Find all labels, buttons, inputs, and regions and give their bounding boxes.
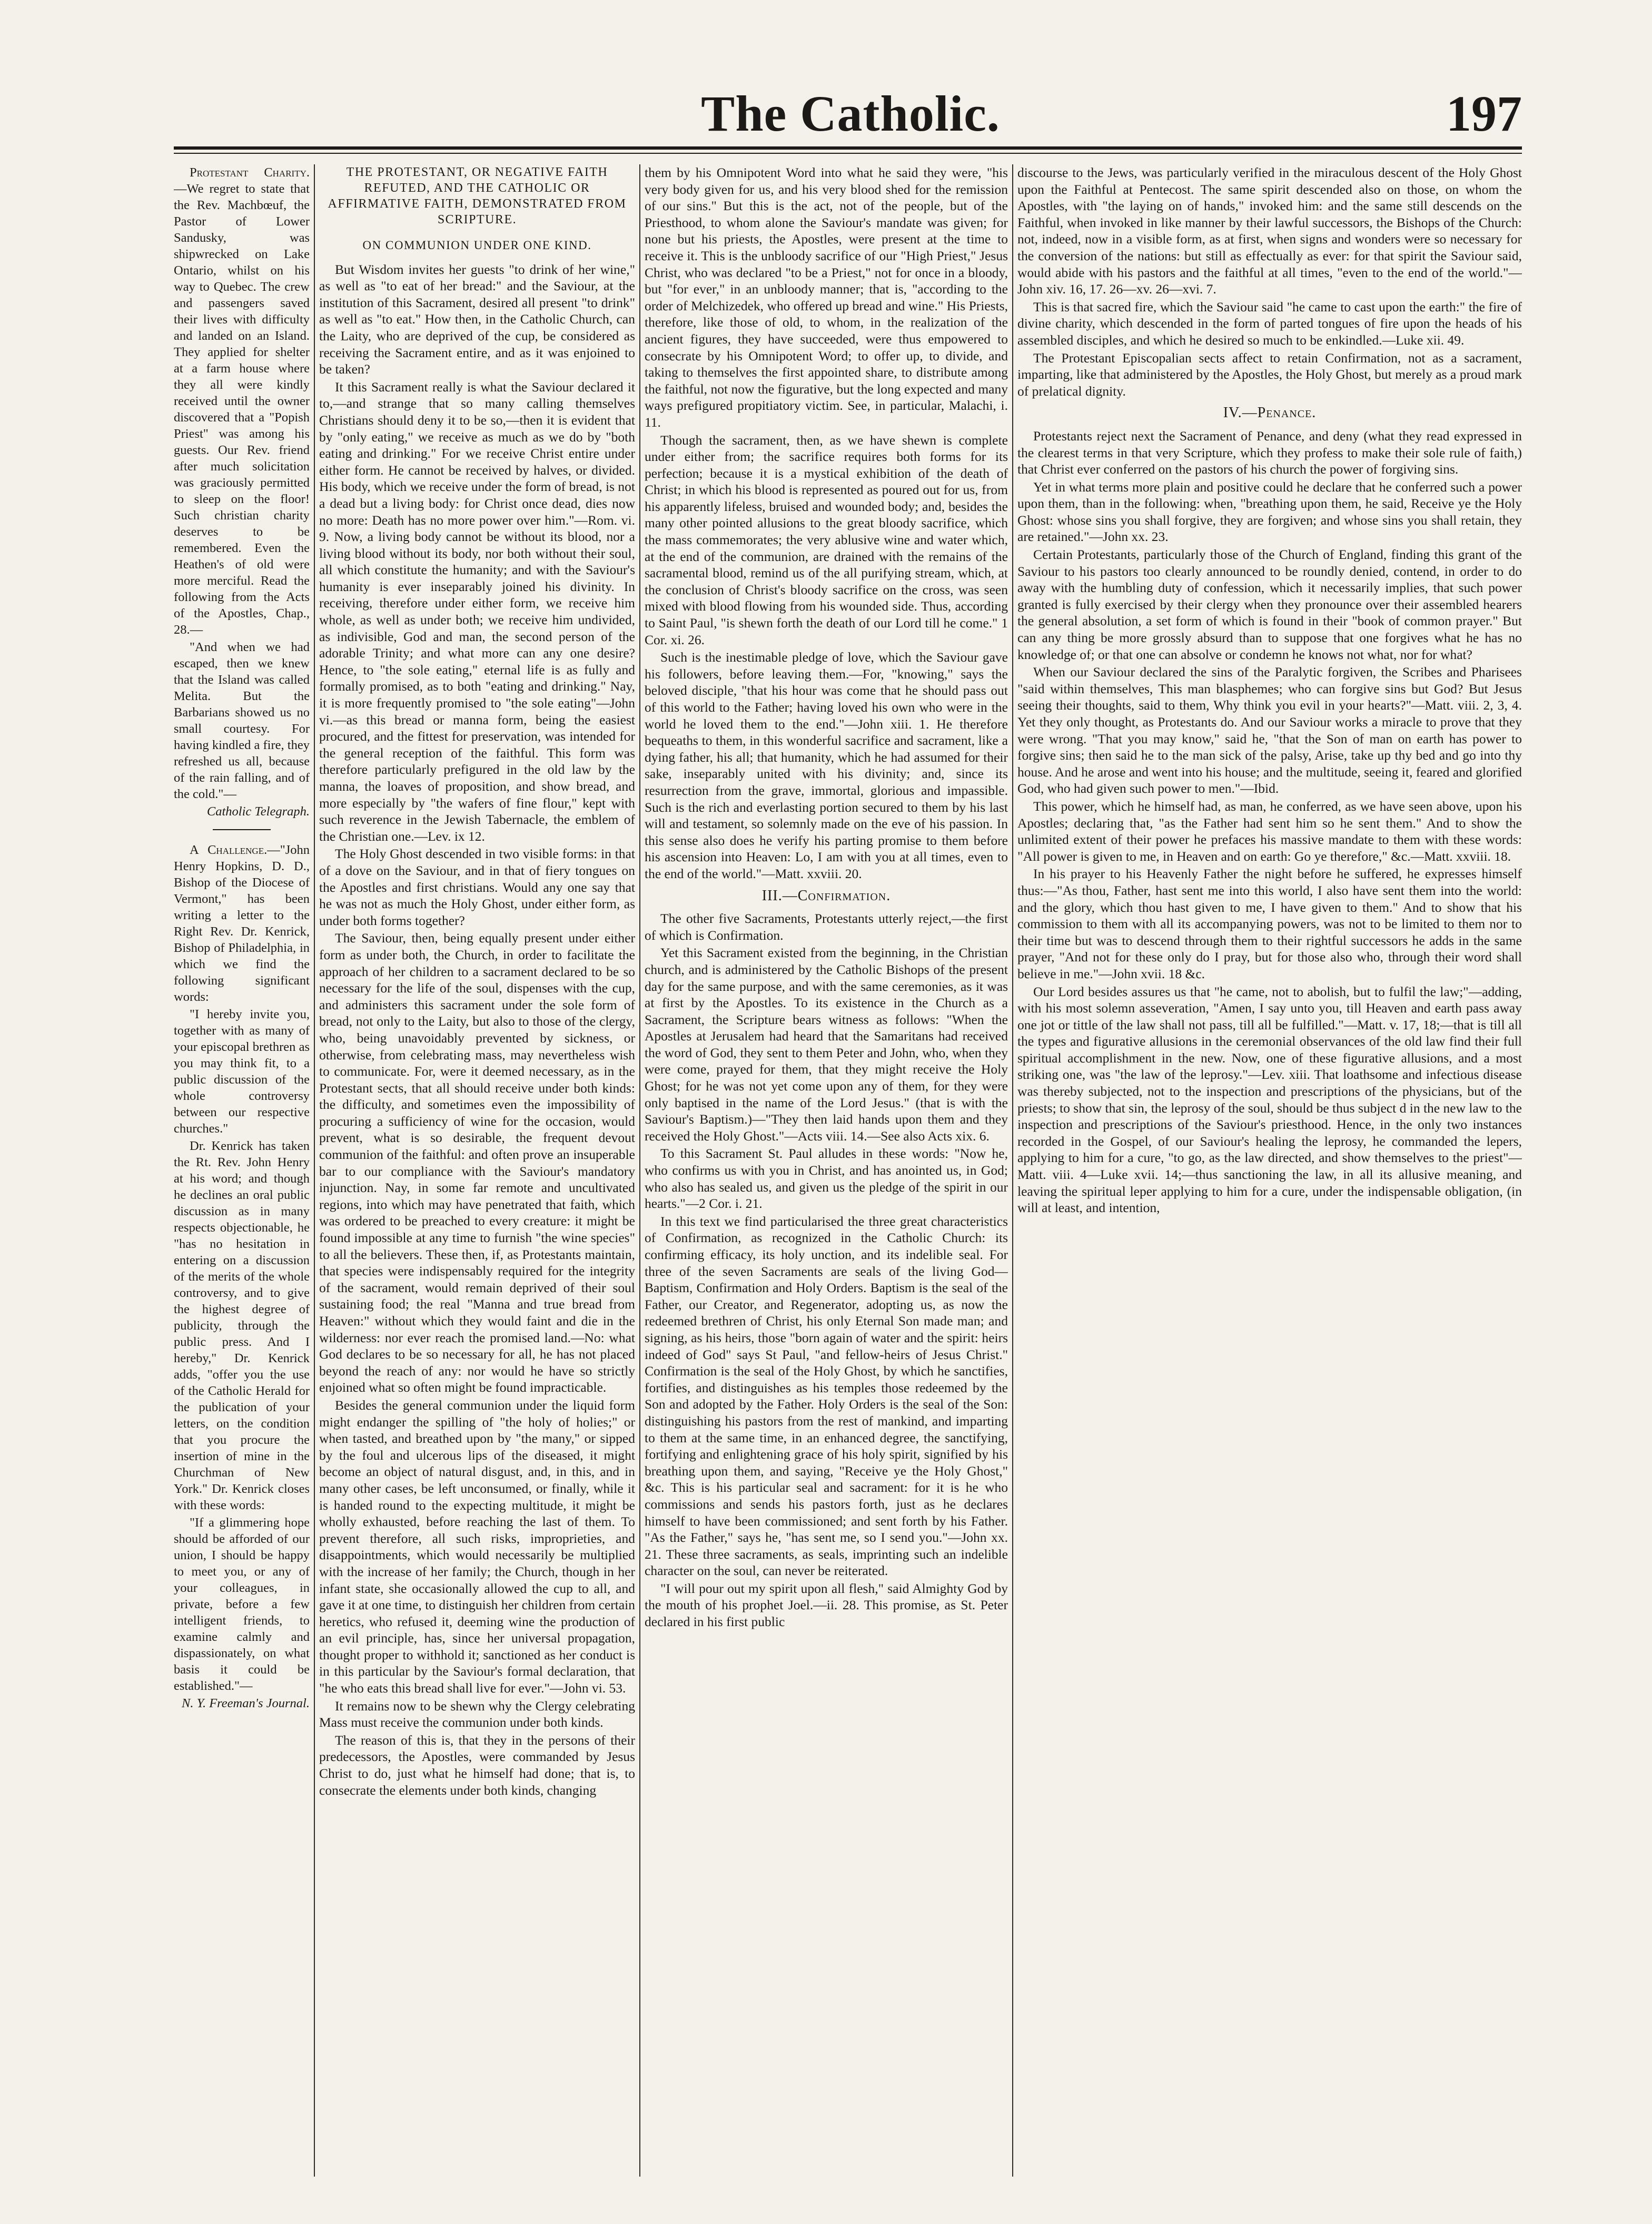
article-heading: THE PROTESTANT, OR NEGATIVE FAITH REFUTED, AND THE CATHOLIC OR AFFIRMATIVE FAITH, DEMONSTRATED FROM SCRIPTURE.: [328, 165, 627, 227]
page-number: 197: [1446, 85, 1522, 142]
article-paragraph: In his prayer to his Heavenly Father the night before he suffered, he expresses himself thus:—"As thou, Father, hast sent me into this world, I also have sent them into the world: and the glory, which thou hast given to me, I have given to them." And to show that his commission to them with all its accompanying powers, was not to be limited to them nor to their time but was to descend through them to their rightful successors he adds in the same prayer, "And not for these only do I pray, but for those also who, through their word shall believe in me."—John xvii. 18 &c.: [1017, 866, 1522, 981]
article-quote: "And when we had escaped, then we knew that the Island was called Melita. But the Barbarians showed us no small courtesy. For having kindled a fire, they refreshed us all, because of the rain falling, and of the cold."—: [174, 640, 310, 801]
article-quote: "I hereby invite you, together with as many of your episcopal brethren as you may think fit, to a public discussion of the whole controversy between our respective churches.": [174, 1007, 310, 1136]
article-paragraph: This is that sacred fire, which the Saviour said "he came to cast upon the earth:" the fire of divine charity, which descended in the form of parted tongues of fire upon the heads of his assembled disciples, and which he desired so much to be enkindled.—Luke xii. 49.: [1017, 299, 1522, 348]
article-paragraph: The other five Sacraments, Protestants utterly reject,—the first of which is Confirmation.: [645, 911, 1008, 943]
article-subheading: ON COMMUNION UNDER ONE KIND.: [362, 239, 592, 252]
article-paragraph: Though the sacrament, then, as we have shewn is complete under either from; the sacrifice requires both forms for its perfection; because it is a mystical exhibition of the death of Christ; in which his blood is represented as poured out for us, from his apparently lifeless, bruised and wounded body; and, besides the many other pointed allusions to the great bloody sacrifice, which the mass commemorates; the very ablusive wine and water which, at the end of the communion, are drained with the remains of the sacramental blood, remind us of the all purifying stream, which, at the conclusion of Christ's bloody sacrifice on the cross, was seen mixed with blood flowing from his wounded side. Thus, according to Saint Paul, "is shewn forth the death of our Lord till he come." 1 Cor. xi. 26.: [645, 432, 1008, 647]
article-paragraph: When our Saviour declared the sins of the Paralytic forgiven, the Scribes and Pharisees "said within themselves, This man blasphemes; who can forgive sins but God? But Jesus seeing their thoughts, said to them, Why think you evil in your hearts?"—Matt. viii. 2, 3, 4. Yet they only thought, as Protestants do. And our Saviour works a miracle to prove that they were wrong. "That you may know," said he, "that the Son of man on earth has power to forgive sins; then said he to the man sick of the palsy, Arise, take up thy bed and go into thy house. And he arose and went into his house; and the multitude, seeing it, feared and glorified God, who had given such power to men."—Ibid.: [1017, 664, 1522, 796]
article-paragraph: Our Lord besides assures us that "he came, not to abolish, but to fulfil the law;"—adding, with his most solemn asseveration, "Amen, I say unto you, till Heaven and earth pass away one jot or tittle of the law shall not pass, till all be fulfilled."—Matt. v. 17, 18;—that is till all the types and figurative allusions in the ceremonial observances of the old law find their full spiritual accomplishment in the new. Now, one of these figurative allusions, and a most striking one, was "the law of the leprosy."—Lev. xiii. That loathsome and infectious disease was thereby subjected, not to the inspection and prescriptions of the physicians, but of the priests; to show that sin, the leprosy of the soul, should be thus subject d in the new law to the inspection and prescriptions of the Saviour's priesthood. Hence, in the only two instances recorded in the Gospel, of our Saviour's healing the leprosy, he commanded the lepers, applying to him for a cure, "to go, as the law directed, and show themselves to the priest"—Matt. viii. 4—Luke xvii. 14;—thus sanctioning the law, in all its allusive meaning, and leaving the spiritual leper applying to him for a cure, under the indispensable obligation, (in will at least, and intention,: [1017, 983, 1522, 1216]
article-source: N. Y. Freeman's Journal.: [182, 1696, 310, 1710]
article-body: —We regret to state that the Rev. Machbœuf, the Pastor of Lower Sandusky, was shipwrecked on Lake Ontario, whilst on his way to Quebec. The crew and passengers saved their lives with difficulty and landed on an Island. They applied for shelter at a farm house where they all were kindly received until the owner discovered that a "Popish Priest" was among his guests. Our Rev. friend after much solicitation was graciously permitted to sleep on the floor! Such christian charity deserves to be remembered. Even the Heathen's of old were more merciful. Read the following from the Acts of the Apostles, Chap., 28.—: [174, 182, 310, 637]
article-paragraph: But Wisdom invites her guests "to drink of her wine," as well as "to eat of her bread:" and the Saviour, at the institution of this Sacrament, desired all present "to drink" as well as "to eat." How then, in the Catholic Church, can the Laity, who are deprived of the cup, be considered as receiving the Sacrament entire, and as it was enjoined to be taken?: [319, 261, 635, 377]
article-protestant-charity: [174, 164, 310, 638]
article-separator: [213, 829, 271, 830]
column-divider: [314, 164, 315, 2177]
article-paragraph: In this text we find particularised the three great characteristics of Confirmation, as recognized in the Catholic Church: its confirming efficacy, its holy unction, and its indelible seal. For three of the seven Sacraments are seals of the living God—Baptism, Confirmation and Holy Orders. Baptism is the seal of the Father, our Creator, and Regenerator, adopting us, as now the redeemed brethren of Christ, his only Eternal Son made man; and signing, as his heirs, those "born again of water and the spirit: heirs indeed of God" says St Paul, "and fellow-heirs of Jesus Christ." Confirmation is the seal of the Holy Ghost, by which he sanctifies, fortifies, and distinguishes as his temples those redeemed by the Son and adopted by the Father. Holy Orders is the seal of the Son: distinguishing his pastors from the rest of mankind, and imparting to them at the same time, in an enhanced degree, the sanctifying, fortifying and enlightening grace of his holy spirit, signified by his breathing upon them, and saying, "Receive ye the Holy Ghost," &c. This is his particular seal and sacrament: for it is he who commissions and sends his pastors forth, just as he declares himself to have been commissioned; and sent forth by his Father. "As the Father," says he, "has sent me, so I send you."—John xx. 21. These three sacraments, as seals, imprinting such an indelible character on the soul, can never be reiterated.: [645, 1213, 1008, 1579]
article-paragraph: discourse to the Jews, was particularly verified in the miraculous descent of the Holy Ghost upon the Faithful at Pentecost. The same spirit descended also on those, on whom the Apostles, with "the laying on of hands," invoked him: and the same still descends on the Faithful, when invoked in like manner by their lawful successors, the Bishops of the Church: not, indeed, now in a visible form, as at first, when signs and wonders were so necessary for the conversion of the nations: but still as effectually as ever: for that spirit the Saviour said, would abide with his pastors and the faithful at all times, "even to the end of the world."—John xiv. 16, 17. 26—xv. 26—xvi. 7.: [1017, 165, 1522, 297]
article-paragraph: Certain Protestants, particularly those of the Church of England, finding this grant of the Saviour to his pastors too clearly announced to be roundly denied, contend, in order to do away with the humbling duty of confession, which it necessarily implies, that such power granted is fully exercised by their clergy when they pronounce over their assembled hearers the general absolution, a set form of which is found in their "book of common prayer." But can any thing be more grossly absurd than to suppose that one forgives what he has no knowledge of; or that one can absolve or condemn he knows not what, nor for what?: [1017, 547, 1522, 662]
article-quote: "If a glimmering hope should be afforded of our union, I should be happy to meet you, or any of your colleagues, in private, before a few intelligent friends, to examine calmly and dispassionately, on what basis it could be established."—: [174, 1516, 310, 1693]
article-paragraph: The reason of this is, that they in the persons of their predecessors, the Apostles, were commanded by Jesus Christ to do, just what he himself had done; that is, to consecrate the elements under both kinds, changing: [319, 1732, 635, 1798]
article-paragraph: Besides the general communion under the liquid form might endanger the spilling of "the holy of holies;" or when tasted, and breathed upon by "the many," or sipped by the foul and ulcerous lips of the diseased, it might become an object of natural disgust, and, in this, and in many other cases, be left unconsumed, or finally, while it is handed round to the expecting multitude, it might be wholly exhausted, before reaching the last of them. To prevent therefore, all such risks, improprieties, and disappointments, which would necessarily be multiplied with the increase of her family; the Church, though in her infant state, she occasionally allowed the cup to all, and gave it at one time, to distinguish her children from certain heretics, who refused it, deeming wine the production of an evil principle, has, since her universal propagation, thought proper to withhold it; sanctioned as her conduct is in this particular by the Saviour's formal declaration, that "he who eats this bread shall live for ever."—John vi. 53.: [319, 1397, 635, 1696]
header-rule-thin: [174, 153, 1522, 154]
column-3: [645, 164, 1008, 2187]
article-paragraph: It this Sacrament really is what the Saviour declared it to,—and strange that so many calling themselves Christians should deny it to be so,—then it is evident that by "only eating," we receive as much as we do by "both eating and drinking." For we receive Christ entire under either form. He cannot be received by halves, or divided. His body, which we receive under the form of bread, is not a dead but a living body: for Christ once dead, dies now no more: Death has no more power over him."—Rom. vi. 9. Now, a living body cannot be without its blood, nor a living blood without its body, nor both without their soul, all which constitute the humanity; and with the Saviour's humanity is ever inseparably joined his divinity. In receiving, therefore under either form, we receive him whole, as well as under both; we receive him undivided, as indivisible, God and man, the second person of the adorable Trinity; and what more can any one desire? Hence, to "the sole eating," eternal life is as fully and formally promised, as to both "eating and drinking." Nay, it is more frequently promised to "the sole eating"—John vi.—as this bread or manna form, being the easiest procured, and the fittest for preservation, was intended for the general reception of the faithful. This form was therefore particularly prefigured in the old law by the manna, the loaves of proposition, and show bread, and more especially by "the wafers of fine flour," kept with such reverence in the Jewish Tabernacle, the emblem of the Christian one.—Lev. ix 12.: [319, 379, 635, 844]
article-paragraph: It remains now to be shewn why the Clergy celebrating Mass must receive the communion under both kinds.: [319, 1698, 635, 1730]
article-paragraph: The Saviour, then, being equally present under either form as under both, the Church, in order to facilitate the approach of her children to a sacrament declared to be so necessary for the life of the soul, dispenses with the cup, and administers this sacrament under the sole form of bread, not only to the Laity, but also to those of the clergy, who, being unavoidably prevented by sickness, or otherwise, from celebrating mass, may nevertheless wish to communicate. For, were it deemed necessary, as in the Protestant sects, that all should receive under both kinds: the difficulty, and sometimes even the impossibility of procuring a sufficiency of wine for the occasion, would prevent, what is so desirable, the frequent devout communion of the faithful: and often prove an insuperable bar to our compliance with the Saviour's mandatory injunction. Nay, in some far remote and uncultivated regions, into which may have penetrated that faith, which was ordered to be preached to every creature: it might be found impossible at any time to furnish "the wine species" to all the believers. These then, if, as Protestants maintain, that species were indispensably required for the integrity of the sacrament, would remain deprived of their soul sustaining food; the real "Manna and true bread from Heaven:" without which they would faint and die in the wilderness: nor ever reach the promised land.—No: what God declares to be so necessary for all, he has not placed beyond the reach of any: nor would he have so strictly enjoined what so often might be found impracticable.: [319, 930, 635, 1395]
article-paragraph: Dr. Kenrick has taken the Rt. Rev. John Henry at his word; and though he declines an oral public discussion as in many respects objectionable, he "has no hesitation in entering on a discussion of the merits of the whole controversy, and to give the highest degree of publicity, through the public press. And I hereby," Dr. Kenrick adds, "offer you the use of the Catholic Herald for the publication of your letters, on the condition that you procure the insertion of mine in the Churchman of New York." Dr. Kenrick closes with these words:: [174, 1139, 310, 1512]
column-divider: [1012, 164, 1013, 2177]
article-paragraph: "I will pour out my spirit upon all flesh," said Almighty God by the mouth of his prophet Joel.—ii. 28. This promise, as St. Peter declared in his first public: [645, 1580, 1008, 1630]
article-body: —"John Henry Hopkins, D. D., Bishop of the Diocese of Vermont," has been writing a letter to the Right Rev. Dr. Kenrick, Bishop of Philadelphia, in which we find the following significant words:: [174, 843, 310, 1004]
header-rule-thick: [174, 146, 1522, 150]
article-challenge: [174, 842, 310, 1005]
article-source: Catholic Telegraph.: [206, 804, 310, 819]
column-1: [174, 164, 310, 2187]
page-title: The Catholic.: [701, 85, 1000, 142]
article-paragraph: Yet this Sacrament existed from the beginning, in the Christian church, and is administered by the Catholic Bishops of the present day for the same purpose, and with the same ceremonies, as it was at first by the Apostles. To its existence in the Church as a Sacrament, the Scripture bears witness as follows: "When the Apostles at Jerusalem had heard that the Samaritans had received the word of God, they sent to them Peter and John, who, when they were come, prayed for them, that they might receive the Holy Ghost; for he was not yet come upon any of them, for they were only baptised in the name of the Lord Jesus." (that is with the Saviour's Baptism.)—"They then laid hands upon them and they received the Holy Ghost."—Acts viii. 14.—See also Acts xix. 6.: [645, 945, 1008, 1144]
article-paragraph: Such is the inestimable pledge of love, which the Saviour gave his followers, before leaving them.—For, "knowing," says the beloved disciple, "that his hour was come that he should pass out of this world to the Father; having loved his own who were in the world he loved them to the end."—John xiii. 1. He therefore bequeaths to them, in this wonderful sacrifice and sacrament, like a dying father, his all; that humanity, which he had assumed for their sake, inseparably united with his divinity; and, since its resurrection from the grave, immortal, glorious and impassible. Such is the rich and everlasting portion secured to them by his last will and testament, so solemnly made on the eve of his passion. In this sense also does he verify his parting promise to them before his ascension into Heaven: Lo, I am with you at all times, even to the end of the world."—Matt. xxviii. 20.: [645, 650, 1008, 881]
column-divider: [639, 164, 640, 2177]
article-heading: Protestant Charity.: [190, 165, 310, 180]
article-paragraph: This power, which he himself had, as man, he conferred, as we have seen above, upon his Apostles; declaring that, "as the Father had sent him so he sent them." And to show the unlimited extent of their power he prefaces his massive mandate to them with these words: "All power is given to me, in Heaven and on earth: Go ye therefore," &c.—Matt. xxviii. 18.: [1017, 798, 1522, 864]
masthead: [174, 79, 1527, 142]
article-paragraph: Yet in what terms more plain and positive could he declare that he conferred such a power upon them, than in the following: when, "breathing upon them, he said, Receive ye the Holy Ghost: whose sins you shall forgive, they are forgiven; and whose sins you shall retain, they are retained."—John xx. 23.: [1017, 479, 1522, 545]
article-paragraph: Protestants reject next the Sacrament of Penance, and deny (what they read expressed in the clearest terms in that very Scripture, which they profess to make their sole rule of faith,) that Christ ever conferred on the pastors of his church the power of forgiving sins.: [1017, 428, 1522, 477]
article-paragraph: The Holy Ghost descended in two visible forms: in that of a dove on the Saviour, and in that of fiery tongues on the Apostles and first christians. Would any one say that he was not as much the Holy Ghost, under either form, as under both forms together?: [319, 846, 635, 928]
article-paragraph: them by his Omnipotent Word into what he said they were, "his very body given for us, and his very blood shed for the remission of our sins." But this is the act, not of the people, but of the Priesthood, to whom alone the Saviour's mandate was given; for none but his priests, the Apostles, were present at the time to receive it. This is the unbloody sacrifice of our "High Priest," Jesus Christ, who was declared "to be a Priest," not for once in a bloody, but "for ever," in an unbloody manner; that is, "according to the order of Melchizedek, who offered up bread and wine." His Priests, therefore, like those of old, to whom, in the realization of the ancient figures, they have succeeded, were thus empowered to consecrate by his Omnipotent Word; to offer up, to divide, and taking to themselves the first appointed share, to distribute among the faithful, not now the figurative, but the long expected and many ways prefigured propitiatory victim. See, in particular, Malachi, i. 11.: [645, 165, 1008, 430]
column-2: [319, 164, 635, 2187]
article-paragraph: The Protestant Episcopalian sects affect to retain Confirmation, not as a sacrament, imparting, like that administered by the Apostles, the Holy Ghost, but merely as a proud mark of prelatical dignity.: [1017, 350, 1522, 399]
section-heading-confirmation: III.—Confirmation.: [761, 887, 891, 904]
section-heading-penance: IV.—Penance.: [1223, 405, 1317, 421]
column-4: [1017, 164, 1522, 2187]
article-paragraph: To this Sacrament St. Paul alludes in these words: "Now he, who confirms us with you in Christ, and has anointed us, in God; who also has sealed us, and given us the pledge of the spirit in our hearts."—2 Cor. i. 21.: [645, 1146, 1008, 1212]
article-heading: A Challenge.: [190, 843, 268, 857]
